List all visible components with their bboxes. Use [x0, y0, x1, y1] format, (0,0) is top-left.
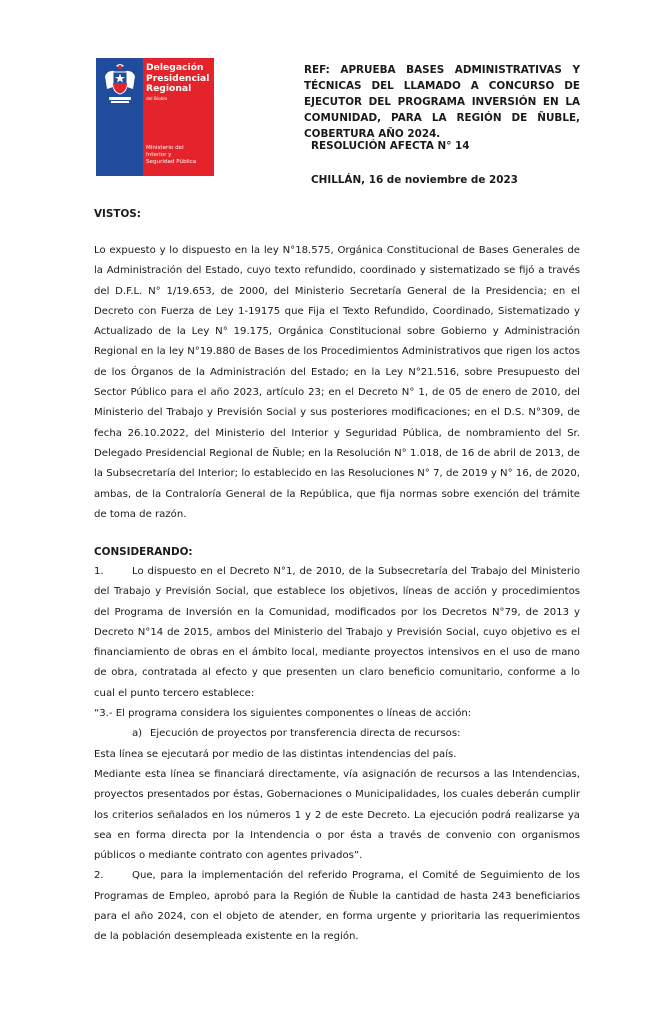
item-number: 1. — [94, 566, 104, 577]
vistos-heading: VISTOS: — [94, 208, 141, 220]
logo-title-line: Presidencial — [146, 72, 210, 84]
execution-line: Esta línea se ejecutará por medio de las distintas intendencias del país. — [94, 748, 457, 760]
logo-ministry-line: Interior y — [146, 152, 172, 159]
item-text: Que, para la implementación del referido Programa, el Comité de Seguimiento de los Programas de Empleo, aprobó para la Región de Ñuble la cantidad de hasta 243 beneficiarios para el año 2024, con el objeto de atender, en forma urgente y prioritaria las requerimientos de la población desempleada existente en la región. — [94, 870, 580, 943]
resolution-date: CHILLÁN, 16 de noviembre de 2023 — [311, 174, 518, 186]
considerando-heading: CONSIDERANDO: — [94, 546, 193, 558]
quote-intro: “3.- El programa considera los siguientes componentes o líneas de acción: — [94, 708, 472, 720]
logo-ministry-line: Seguridad Pública — [146, 159, 197, 166]
logo-ministry — [146, 145, 212, 167]
logo-blue-panel — [96, 58, 143, 176]
vistos-paragraph: Lo expuesto y lo dispuesto en la ley N°18.575, Orgánica Constitucional de Bases Generales de la Administración del Estado, cuyo texto refundido, coordinado y sistematizado se fijó a través del D.F.L. N° 1/19.653, de 2000, del Ministerio Secretaría General de la Presidencia; en el Decreto con Fuerza de Ley 1-19175 que Fija el Texto Refundido, Coordinado, Sistematizado y Actualizado de la Ley N° 19.175, Orgánica Constitucional sobre Gobierno y Administración Regional en la ley N°19.880 de Bases de los Procedimientos Administrativos que rigen los actos de los Órganos de la Administración del Estado; en la Ley N°21.516, sobre Presupuesto del Sector Público para el año 2023, artículo 23; en el Decreto N° 1, de 05 de enero de 2010, del Ministerio del Trabajo y Previsión Social y sus posteriores modificaciones; en el D.S. N°309, de fecha 26.10.2022, del Ministerio del Interior y Seguridad Pública, de nombramiento del Sr. Delegado Presidencial Regional de Ñuble; en la Resolución N° 1.018, de 16 de abril de 2013, de la Subsecretaría del Interior; lo establecido en las Resoluciones N° 7, de 2019 y N° 16, de 2020, ambas, de la Contraloría General de la República, que fija normas sobre exención del trámite de toma de razón. — [94, 245, 580, 520]
item-number: 2. — [94, 870, 104, 882]
logo-ministry-line: Ministerio del — [146, 145, 184, 151]
sub-item-text: Ejecución de proyectos por transferencia directa de recursos: — [150, 728, 461, 740]
item-text: Lo dispuesto en el Decreto N°1, de 2010, de la Subsecretaría del Trabajo del Ministerio del Trabajo y Previsión Social, que establece los objetivos, líneas de acción y procedimientos del Programa de Inversión en la Comunidad, modificados por los Decretos N°79, de 2013 y Decreto N°14 de 2015, ambos del Ministerio del Trabajo y Previsión Social, cuyo objetivo es el financiamiento de obras en el ámbito local, mediante proyectos intensivos en el uso de mano de obra, contratada al efecto y que presenten un claro beneficio comunitario, conforme a lo cual el punto tercero establece: — [94, 566, 580, 699]
sub-item-label: a) — [132, 728, 143, 740]
quote-body: Mediante esta línea se financiará directamente, vía asignación de recursos a las Intendencias, proyectos presentados por éstas, Gobernaciones o Municipalidades, los cuales deberán cumplir los criterios señalados en los números 1 y 2 de este Decreto. La ejecución podrá realizarse ya sea en forma directa por la Intendencia o por ésta a través de convenio con organismos públicos o mediante contrato con agentes privados”. — [94, 768, 580, 862]
considerando-item-1 — [94, 562, 580, 704]
resolution-number: RESOLUCIÓN AFECTA N° 14 — [311, 140, 470, 152]
sub-item-a — [94, 724, 580, 744]
logo-subtitle: del Biobío — [146, 97, 168, 102]
considerando-body — [94, 562, 580, 948]
logo-title-line: Delegación — [146, 62, 204, 73]
considerando-item-2 — [94, 866, 580, 947]
logo-title-line: Regional — [146, 83, 192, 94]
institution-logo — [96, 58, 214, 176]
logo-title — [146, 63, 212, 95]
reference-title: REF: APRUEBA BASES ADMINISTRATIVAS Y TÉCNICAS DEL LLAMADO A CONCURSO DE EJECUTOR DEL PROGRAMA INVERSIÓN EN LA COMUNIDAD, PARA LA REGIÓN DE ÑUBLE, COBERTURA AÑO 2024. — [304, 64, 580, 140]
coat-of-arms-icon — [102, 62, 138, 106]
